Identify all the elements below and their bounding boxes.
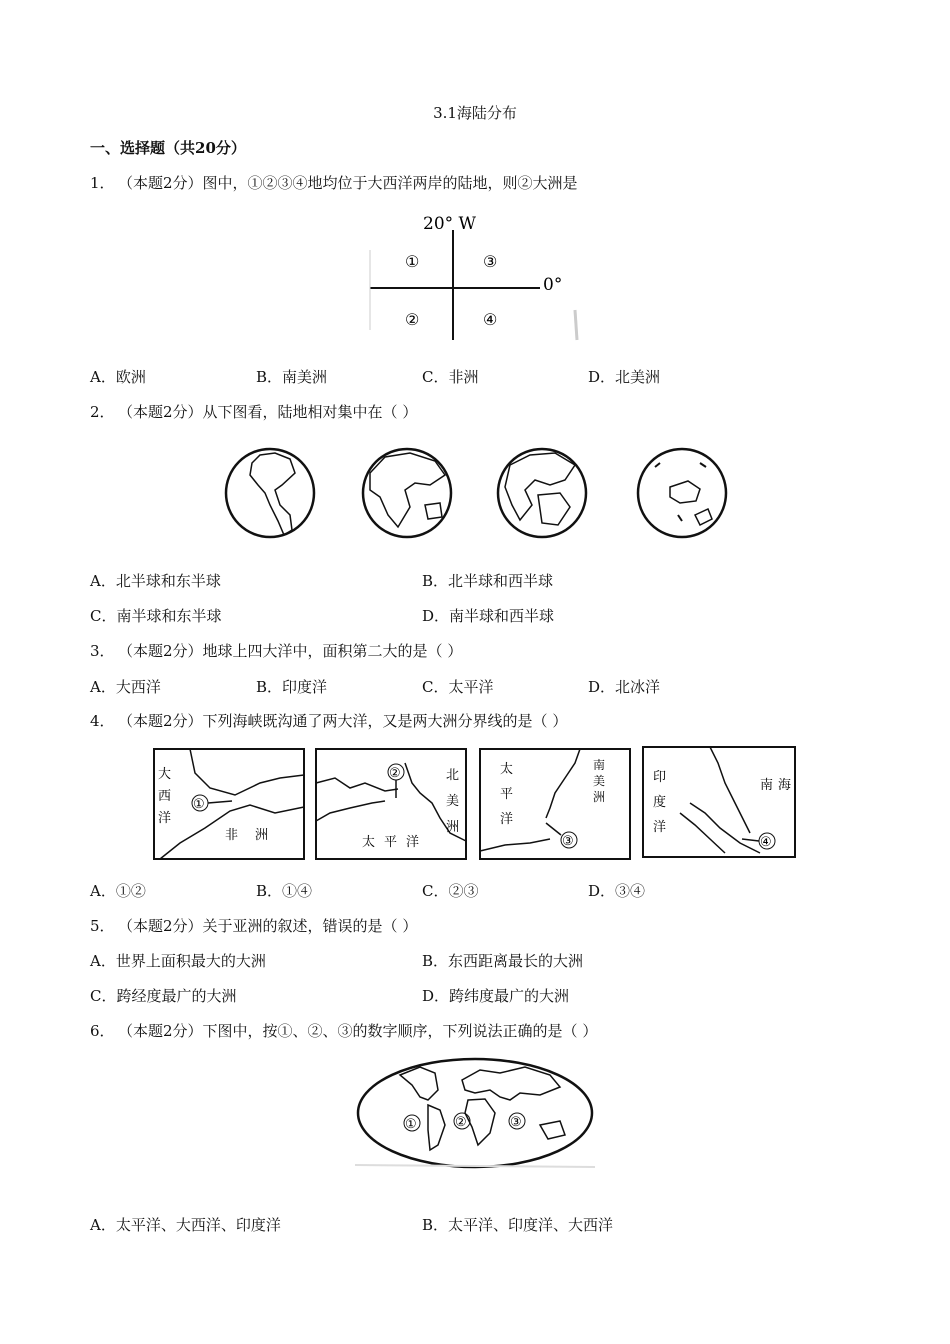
svg-text:洋: 洋: [500, 812, 514, 827]
q6-mark-1: ①: [405, 1117, 417, 1132]
q6-option-a[interactable]: A．太平洋、大西洋、印度洋: [90, 1216, 281, 1234]
svg-text:洲: 洲: [255, 828, 269, 843]
q2-stem: （本题2分）从下图看，陆地相对集中在（ ）: [118, 403, 418, 421]
q2-number: 2．: [90, 403, 115, 421]
q6-mark-2: ②: [455, 1115, 467, 1130]
globe-western-hemisphere: [226, 449, 314, 537]
svg-text:南: 南: [760, 778, 774, 793]
svg-text:太: 太: [500, 762, 514, 777]
q2-hemisphere-figures: [220, 445, 730, 545]
map-strait-3: [480, 749, 630, 859]
svg-text:太: 太: [362, 835, 376, 850]
q3-stem: （本题2分）地球上四大洋中，面积第二大的是（ ）: [118, 642, 463, 660]
q1-stem: （本题2分）图中，①②③④地均位于大西洋两岸的陆地，则②大洲是: [118, 174, 578, 192]
q1-mark-2: ②: [405, 310, 420, 329]
q3-number: 3．: [90, 642, 115, 660]
svg-text:美: 美: [593, 774, 606, 788]
q4-number: 4．: [90, 712, 115, 730]
svg-text:非: 非: [225, 828, 239, 843]
svg-text:洲: 洲: [593, 790, 606, 804]
q1-lat-label: 0°: [543, 275, 563, 295]
q6-stem: （本题2分）下图中，按①、②、③的数字顺序，下列说法正确的是（ ）: [118, 1022, 598, 1040]
globe-eastern-hemisphere: [363, 449, 451, 537]
q5-number: 5．: [90, 917, 115, 935]
q1-option-b[interactable]: B．南美洲: [256, 368, 328, 386]
svg-text:西: 西: [158, 789, 172, 804]
q2-option-b[interactable]: B．北半球和西半球: [422, 572, 554, 590]
q6-number: 6．: [90, 1022, 115, 1040]
q6-option-b[interactable]: B．太平洋、印度洋、大西洋: [422, 1216, 614, 1234]
svg-text:印: 印: [653, 770, 667, 785]
svg-text:平: 平: [384, 835, 398, 850]
map-2-mark: ②: [389, 766, 401, 781]
globe-northern-hemisphere: [498, 449, 586, 537]
svg-text:海: 海: [778, 778, 792, 793]
q2-option-c[interactable]: C．南半球和东半球: [90, 607, 222, 625]
svg-text:洋: 洋: [406, 835, 420, 850]
q4-option-b[interactable]: B．①④: [256, 882, 313, 900]
q4-option-a[interactable]: A．①②: [90, 882, 146, 900]
svg-text:北: 北: [446, 768, 460, 783]
map-strait-2: [316, 749, 466, 859]
q3-option-b[interactable]: B．印度洋: [256, 678, 328, 696]
q1-mark-1: ①: [405, 252, 420, 271]
q5-option-d[interactable]: D．跨纬度最广的大洲: [422, 987, 570, 1005]
q1-mark-4: ④: [483, 310, 498, 329]
q2-option-d[interactable]: D．南半球和西半球: [422, 607, 555, 625]
q5-stem: （本题2分）关于亚洲的叙述，错误的是（ ）: [118, 917, 418, 935]
map-4-mark: ④: [760, 835, 772, 850]
q3-option-a[interactable]: A．大西洋: [90, 678, 161, 696]
globe-southern-hemisphere: [638, 449, 726, 537]
q3-option-d[interactable]: D．北冰洋: [588, 678, 661, 696]
q4-stem: （本题2分）下列海峡既沟通了两大洋，又是两大洲分界线的是（ ）: [118, 712, 568, 730]
q3-option-c[interactable]: C．太平洋: [422, 678, 494, 696]
q2-option-a[interactable]: A．北半球和东半球: [90, 572, 221, 590]
section-heading: 一、选择题（共20分）: [90, 139, 246, 157]
q4-option-c[interactable]: C．②③: [422, 882, 479, 900]
map-strait-4: [643, 747, 795, 857]
q1-option-a[interactable]: A．欧洲: [90, 368, 146, 386]
svg-text:大: 大: [158, 767, 172, 782]
q1-number: 1．: [90, 174, 115, 192]
q1-lon-label: 20° W: [423, 214, 477, 234]
svg-text:度: 度: [653, 795, 667, 810]
q4-option-d[interactable]: D．③④: [588, 882, 646, 900]
map-3-mark: ③: [562, 834, 574, 849]
q1-mark-3: ③: [483, 252, 498, 271]
map-strait-1: [154, 749, 304, 859]
svg-text:洋: 洋: [653, 820, 667, 835]
map-1-mark: ①: [193, 797, 205, 812]
q6-world-map: [350, 1055, 600, 1175]
q1-figure-grid: [365, 210, 585, 345]
svg-text:洲: 洲: [446, 820, 460, 835]
q1-option-c[interactable]: C．非洲: [422, 368, 479, 386]
svg-text:洋: 洋: [158, 811, 172, 826]
svg-text:平: 平: [500, 787, 514, 802]
q6-mark-3: ③: [510, 1115, 522, 1130]
page-title: 3.1海陆分布: [433, 104, 517, 122]
svg-text:美: 美: [446, 794, 460, 809]
q4-strait-maps: [150, 743, 800, 863]
q5-option-a[interactable]: A．世界上面积最大的大洲: [90, 952, 266, 970]
q5-option-c[interactable]: C．跨经度最广的大洲: [90, 987, 237, 1005]
svg-text:南: 南: [593, 758, 606, 772]
q1-option-d[interactable]: D．北美洲: [588, 368, 661, 386]
q5-option-b[interactable]: B．东西距离最长的大洲: [422, 952, 584, 970]
